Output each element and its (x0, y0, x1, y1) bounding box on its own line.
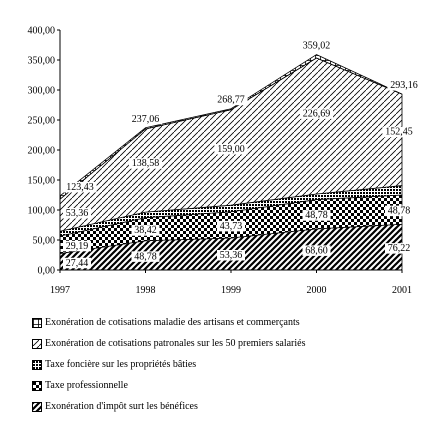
data-label: 53,36 (219, 249, 243, 261)
data-label-series-1 (303, 245, 331, 256)
data-label: 159,00 (217, 143, 245, 155)
data-label: 43,73 (219, 220, 243, 232)
data-label-total (214, 95, 247, 106)
data-label-series-2 (63, 241, 91, 252)
legend-swatch-fine (32, 360, 42, 370)
y-tick-label: 50,00 (32, 235, 55, 247)
legend-swatch-light (32, 339, 42, 349)
data-label: 48,78 (305, 210, 328, 222)
x-tick-label: 1998 (135, 285, 156, 296)
data-label-series-2 (385, 206, 413, 217)
data-label-series-2 (132, 225, 160, 236)
legend-label: Exonération de cotisations patronales sur les 50 premiers salariés (45, 338, 306, 349)
data-label: 237,06 (131, 113, 160, 125)
data-label-series-2 (217, 221, 245, 232)
data-label: 68,60 (305, 245, 328, 257)
data-label-total (300, 41, 333, 52)
data-label-total (387, 80, 420, 91)
data-label: 29,19 (65, 240, 89, 252)
y-tick-label: 250,00 (27, 115, 55, 127)
y-tick-label: 300,00 (27, 85, 55, 97)
y-tick-label: 400,00 (27, 25, 55, 37)
data-label-series-4 (129, 158, 162, 169)
y-tick-label: 0,00 (37, 265, 55, 277)
data-label-series-1 (132, 251, 160, 262)
y-tick-label: 100,00 (27, 205, 55, 217)
data-label-series-2 (303, 210, 331, 221)
legend-item (32, 396, 422, 417)
legend-swatch-diagonal (32, 402, 42, 412)
y-tick-label: 150,00 (27, 175, 55, 187)
x-tick-label: 1999 (221, 285, 241, 296)
x-tick-label: 2000 (306, 285, 327, 296)
data-label-series-1 (63, 258, 91, 269)
data-label: 53,36 (65, 208, 89, 220)
data-label-total (63, 182, 96, 193)
data-label-series-4 (214, 144, 247, 155)
data-label: 27,44 (65, 257, 89, 269)
data-label-series-4 (382, 127, 415, 138)
data-label: 152,45 (385, 126, 413, 138)
data-label: 226,69 (302, 108, 331, 120)
legend (32, 312, 422, 417)
legend-swatch-grid (32, 318, 42, 328)
data-label: 268,77 (217, 94, 245, 106)
y-tick-label: 200,00 (27, 145, 55, 157)
data-label-series-1 (217, 250, 245, 261)
legend-label: Exonération de cotisations maladie des artisans et commerçants (45, 317, 300, 328)
data-label: 38,42 (134, 225, 157, 237)
data-label: 123,43 (66, 181, 94, 193)
y-tick-label: 350,00 (27, 55, 55, 67)
data-label: 293,16 (390, 80, 418, 92)
legend-label: Exonération d'impôt surt les bénéfices (45, 401, 198, 412)
data-label: 138,58 (131, 158, 160, 170)
legend-label: Taxe professionnelle (45, 380, 128, 391)
legend-item (32, 375, 422, 396)
x-tick-label: 1997 (50, 285, 70, 296)
data-label-series-1 (385, 243, 413, 254)
x-tick-label: 2001 (392, 285, 412, 296)
legend-label: Taxe foncière sur les propriétés bâties (45, 359, 197, 370)
legend-item (32, 312, 422, 333)
legend-swatch-checker (32, 381, 42, 391)
data-label-total (129, 114, 162, 125)
data-label: 359,02 (302, 40, 331, 52)
data-label-series-4 (300, 108, 333, 119)
legend-item (32, 333, 422, 354)
areas-layer (60, 55, 402, 270)
data-label: 76,22 (387, 243, 411, 255)
legend-item (32, 354, 422, 375)
data-label: 48,78 (134, 251, 157, 263)
data-label-series-4 (63, 208, 91, 219)
data-label: 48,78 (387, 205, 411, 217)
